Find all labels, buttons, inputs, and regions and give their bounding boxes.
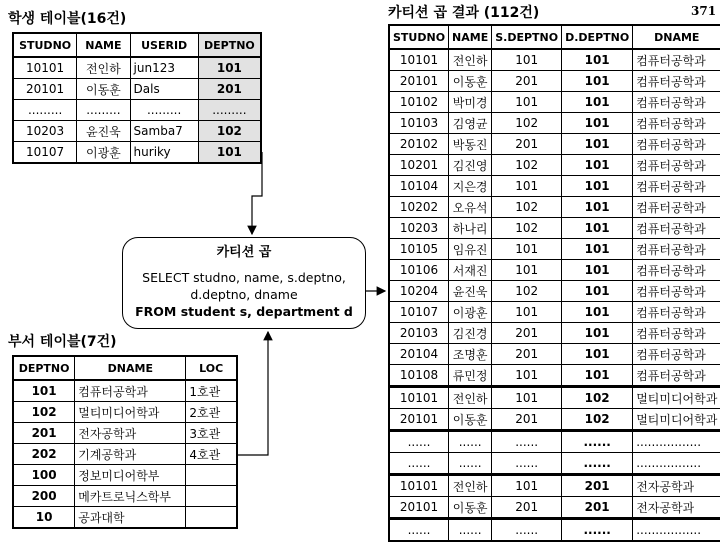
table-cell: ......... [198, 100, 261, 121]
table-cell: 201 [492, 344, 562, 365]
table-cell: 101 [562, 134, 633, 155]
table-cell: 200 [13, 486, 75, 507]
table-cell: 101 [562, 218, 633, 239]
table-cell: 컴퓨터공학과 [75, 380, 186, 402]
table-cell: ...... [389, 519, 449, 542]
table-cell: 김진영 [449, 155, 492, 176]
table-cell: 10106 [389, 260, 449, 281]
table-cell: 컴퓨터공학과 [633, 71, 720, 92]
table-cell: 101 [562, 323, 633, 344]
table-cell: 20101 [389, 409, 449, 431]
table-cell: 102 [562, 387, 633, 409]
table-cell: 101 [562, 71, 633, 92]
header-cell: DEPTNO [13, 356, 75, 380]
table-cell: 10101 [13, 57, 77, 79]
table-cell: 10204 [389, 281, 449, 302]
table-cell: ...... [492, 453, 562, 475]
table-cell: 202 [13, 444, 75, 465]
page-number: 371 [691, 4, 717, 18]
table-cell: 10203 [389, 218, 449, 239]
table-cell: 201 [13, 423, 75, 444]
table-cell: 멀티미디어학과 [75, 402, 186, 423]
table-cell: 101 [198, 57, 261, 79]
table-cell: 전자공학과 [75, 423, 186, 444]
header-cell: DEPTNO [198, 33, 261, 57]
table-cell: 전인하 [449, 475, 492, 497]
table-cell: 2호관 [186, 402, 237, 423]
table-cell: 컴퓨터공학과 [633, 155, 720, 176]
header-cell: DNAME [75, 356, 186, 380]
sql-line-1: SELECT studno, name, s.deptno, [142, 270, 346, 285]
table-cell: 조명훈 [449, 344, 492, 365]
table-cell: 10105 [389, 239, 449, 260]
table-cell: 전자공학과 [633, 497, 720, 519]
student-to-box-arrow [252, 152, 262, 234]
table-cell: 20101 [389, 71, 449, 92]
table-cell: 101 [562, 49, 633, 71]
table-cell: 컴퓨터공학과 [633, 49, 720, 71]
table-cell: ................. [633, 453, 720, 475]
table-cell: 101 [562, 239, 633, 260]
table-cell: 컴퓨터공학과 [633, 302, 720, 323]
table-cell: 20104 [389, 344, 449, 365]
table-cell: ...... [562, 453, 633, 475]
result-table-title: 카티션 곱 결과 (112건) [388, 5, 540, 21]
table-cell: 201 [198, 79, 261, 100]
table-cell: 102 [492, 113, 562, 134]
table-cell: 컴퓨터공학과 [633, 260, 720, 281]
table-cell: 20101 [389, 497, 449, 519]
table-cell: 10201 [389, 155, 449, 176]
table-cell: 10102 [389, 92, 449, 113]
table-cell: 102 [492, 197, 562, 218]
table-cell: Dals [130, 79, 198, 100]
table-cell: 10101 [389, 387, 449, 409]
table-cell: 오유석 [449, 197, 492, 218]
header-cell: D.DEPTNO [562, 25, 633, 49]
table-cell: 4호관 [186, 444, 237, 465]
table-cell: 전자공학과 [633, 475, 720, 497]
table-cell: 101 [562, 176, 633, 197]
table-cell: 102 [562, 409, 633, 431]
table-cell: 102 [13, 402, 75, 423]
sql-line-2: d.deptno, dname [190, 287, 298, 302]
table-cell: 10107 [389, 302, 449, 323]
table-cell: 10108 [389, 365, 449, 387]
table-cell: 201 [492, 497, 562, 519]
table-cell: 박미경 [449, 92, 492, 113]
table-cell: 1호관 [186, 380, 237, 402]
table-cell: 컴퓨터공학과 [633, 344, 720, 365]
table-cell: 메카트로닉스학부 [75, 486, 186, 507]
table-cell: 컴퓨터공학과 [633, 218, 720, 239]
header-cell: STUDNO [13, 33, 77, 57]
table-cell: 101 [492, 260, 562, 281]
header-cell: DNAME [633, 25, 720, 49]
table-cell: 컴퓨터공학과 [633, 281, 720, 302]
table-cell: 101 [562, 302, 633, 323]
table-cell: 서재진 [449, 260, 492, 281]
table-cell: 101 [562, 155, 633, 176]
table-cell: 전인하 [449, 49, 492, 71]
table-cell: 20101 [13, 79, 77, 100]
table-cell: 멀티미디어학과 [633, 409, 720, 431]
table-cell: 101 [562, 365, 633, 387]
table-cell: 101 [492, 92, 562, 113]
table-cell: 컴퓨터공학과 [633, 323, 720, 344]
table-cell: 컴퓨터공학과 [633, 176, 720, 197]
table-cell: 전인하 [77, 57, 130, 79]
table-cell: ...... [562, 519, 633, 542]
table-cell: 101 [492, 176, 562, 197]
table-cell: 20103 [389, 323, 449, 344]
table-cell: 컴퓨터공학과 [633, 239, 720, 260]
table-cell: 3호관 [186, 423, 237, 444]
table-cell: ...... [492, 519, 562, 542]
table-cell: 101 [13, 380, 75, 402]
table-cell: 이동훈 [449, 409, 492, 431]
table-cell: 김진경 [449, 323, 492, 344]
header-cell: LOC [186, 356, 237, 380]
table-cell: 10103 [389, 113, 449, 134]
table-cell: 컴퓨터공학과 [633, 365, 720, 387]
table-cell: 지은경 [449, 176, 492, 197]
table-cell: 10203 [13, 121, 77, 142]
table-cell: Samba7 [130, 121, 198, 142]
table-cell: 101 [492, 365, 562, 387]
sql-line-3: FROM student s, department d [135, 304, 353, 319]
cartesian-title: 카티션 곱 [216, 245, 272, 260]
table-cell: 10202 [389, 197, 449, 218]
table-cell: 101 [492, 475, 562, 497]
table-cell: ...... [449, 453, 492, 475]
header-cell: USERID [130, 33, 198, 57]
table-cell: 10101 [389, 49, 449, 71]
header-cell: NAME [77, 33, 130, 57]
table-cell: 102 [492, 155, 562, 176]
table-cell: 101 [492, 49, 562, 71]
table-cell: 윤진욱 [77, 121, 130, 142]
table-cell: 101 [492, 302, 562, 323]
table-cell: 이동훈 [77, 79, 130, 100]
table-cell: 10 [13, 507, 75, 529]
table-cell: 컴퓨터공학과 [633, 134, 720, 155]
table-cell: 10101 [389, 475, 449, 497]
table-cell: 전인하 [449, 387, 492, 409]
table-cell: ................. [633, 431, 720, 453]
table-cell: 102 [198, 121, 261, 142]
table-cell: 101 [492, 239, 562, 260]
table-cell: 201 [492, 71, 562, 92]
table-cell: 101 [562, 92, 633, 113]
table-cell: 201 [492, 134, 562, 155]
table-cell: 박동진 [449, 134, 492, 155]
table-cell: ...... [562, 431, 633, 453]
table-cell: ...... [449, 519, 492, 542]
table-cell: 201 [492, 323, 562, 344]
table-cell: ...... [492, 431, 562, 453]
table-cell: ......... [130, 100, 198, 121]
table-cell: 멀티미디어학과 [633, 387, 720, 409]
table-cell: 101 [562, 197, 633, 218]
table-cell: 김영균 [449, 113, 492, 134]
dept-to-box-arrow [238, 332, 268, 455]
table-cell: 101 [562, 281, 633, 302]
table-cell: 임유진 [449, 239, 492, 260]
header-cell: NAME [449, 25, 492, 49]
table-cell: 101 [562, 113, 633, 134]
table-cell: ...... [389, 431, 449, 453]
table-cell: 101 [492, 387, 562, 409]
table-cell: 이광훈 [77, 142, 130, 164]
table-cell: 102 [492, 281, 562, 302]
table-cell: 하나리 [449, 218, 492, 239]
table-cell: 이광훈 [449, 302, 492, 323]
table-cell: 정보미디어학부 [75, 465, 186, 486]
table-cell: 101 [562, 344, 633, 365]
table-cell: 공과대학 [75, 507, 186, 529]
table-cell: 컴퓨터공학과 [633, 92, 720, 113]
table-cell: ......... [77, 100, 130, 121]
table-cell: 10104 [389, 176, 449, 197]
header-cell: S.DEPTNO [492, 25, 562, 49]
table-cell: 101 [562, 260, 633, 281]
table-cell: ......... [13, 100, 77, 121]
table-cell: 201 [562, 475, 633, 497]
table-cell: 컴퓨터공학과 [633, 113, 720, 134]
table-cell: 윤진욱 [449, 281, 492, 302]
table-cell: 이동훈 [449, 71, 492, 92]
header-cell: STUDNO [389, 25, 449, 49]
table-cell: 101 [198, 142, 261, 164]
table-cell: 100 [13, 465, 75, 486]
table-cell: huriky [130, 142, 198, 164]
table-cell: ...... [389, 453, 449, 475]
student-table-title: 학생 테이블(16건) [8, 11, 127, 27]
table-cell: ...... [449, 431, 492, 453]
dept-table-title: 부서 테이블(7건) [8, 334, 117, 350]
table-cell: 201 [492, 409, 562, 431]
table-cell: 20102 [389, 134, 449, 155]
table-cell: 10107 [13, 142, 77, 164]
table-cell: 이동훈 [449, 497, 492, 519]
table-cell: 컴퓨터공학과 [633, 197, 720, 218]
table-cell: 102 [492, 218, 562, 239]
table-cell: 류민정 [449, 365, 492, 387]
table-cell: ................. [633, 519, 720, 542]
table-cell: jun123 [130, 57, 198, 79]
table-cell: 기계공학과 [75, 444, 186, 465]
table-cell: 201 [562, 497, 633, 519]
